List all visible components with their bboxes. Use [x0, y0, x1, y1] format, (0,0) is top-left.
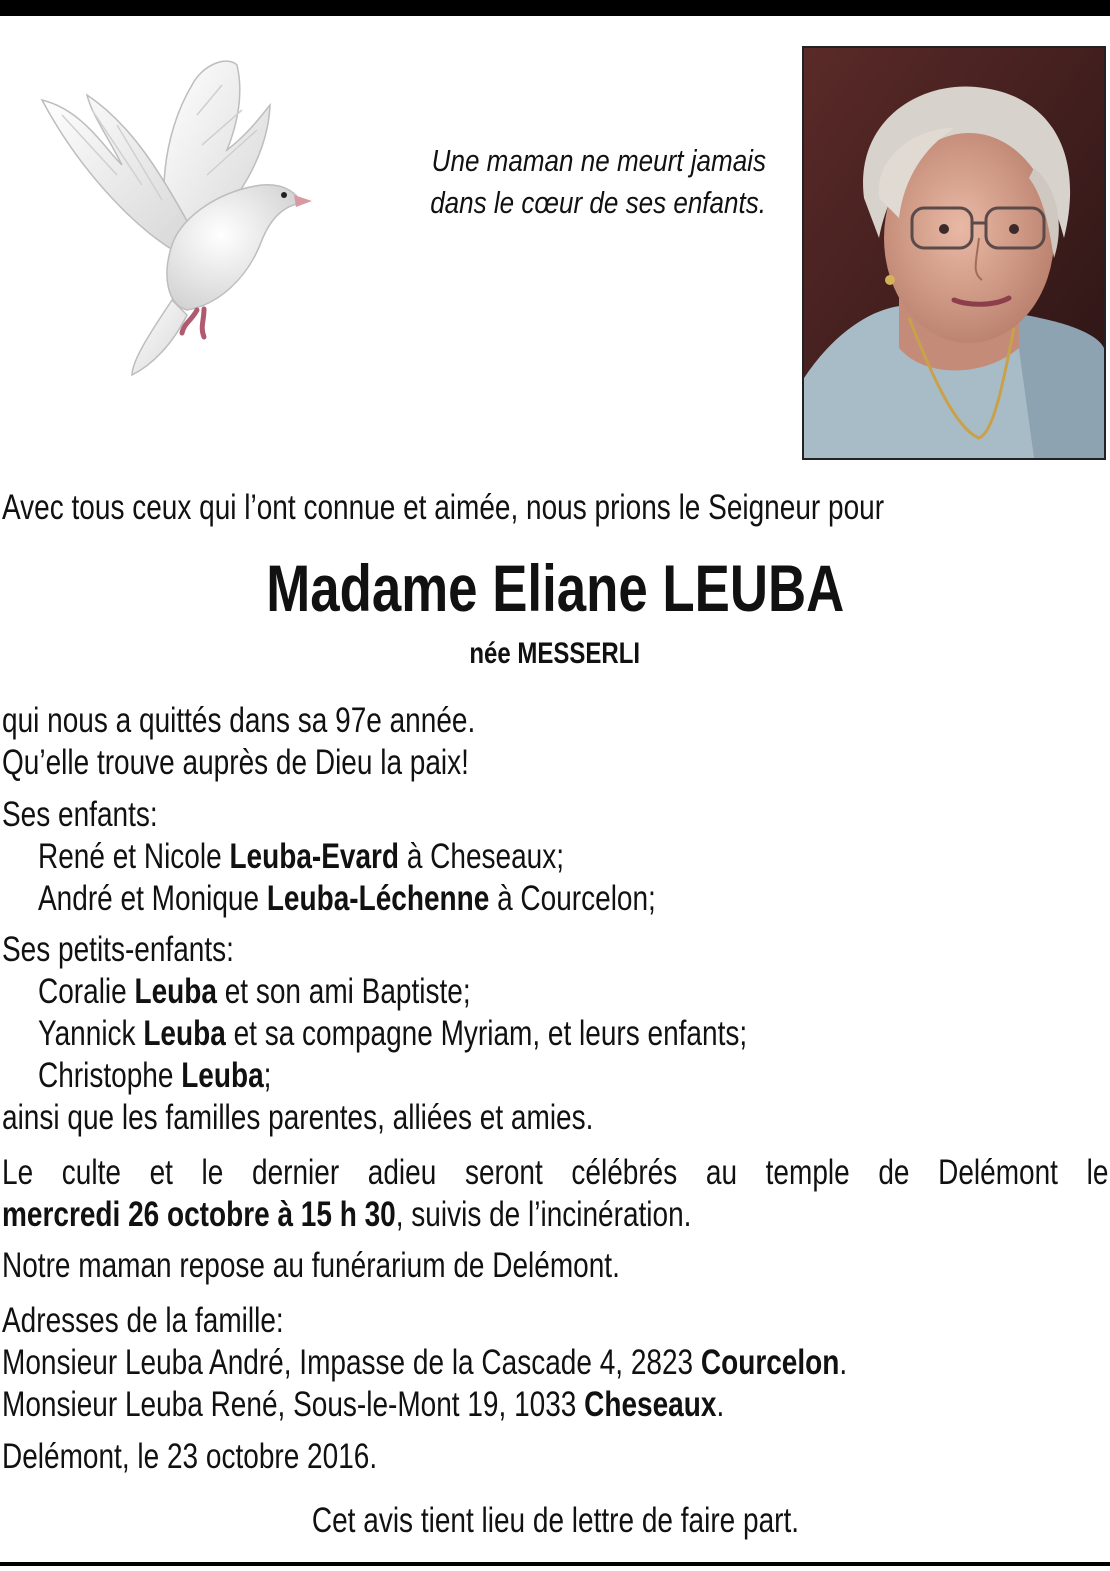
- address-line: Monsieur Leuba René, Sous-le-Mont 19, 1033 Cheseaux.: [2, 1385, 725, 1424]
- portrait-image: [804, 48, 1104, 458]
- address-line: Monsieur Leuba André, Impasse de la Cascade 4, 2823 Courcelon.: [2, 1343, 848, 1382]
- service-line-1: Le culte et le dernier adieu seront célébrés au temple de Delémont le: [2, 1153, 1109, 1192]
- notice: [0, 1500, 1110, 1542]
- dove-illustration: [22, 55, 312, 385]
- deceased-name: [0, 548, 1110, 628]
- place-date: Delémont, le 23 octobre 2016.: [2, 1437, 378, 1476]
- passing-line-1: qui nous a quittés dans sa 97e année.: [2, 701, 476, 740]
- top-rule: [0, 0, 1110, 16]
- rest-text: Notre maman repose au funérarium de Delémont.: [2, 1246, 620, 1285]
- quote-line-1: Une maman ne meurt jamais: [431, 143, 766, 178]
- portrait-photo: [802, 46, 1106, 460]
- service-line-2: mercredi 26 octobre à 15 h 30, suivis de l’incinération.: [2, 1195, 692, 1234]
- notice-text: Cet avis tient lieu de lettre de faire part.: [311, 1501, 799, 1540]
- child-line: André et Monique Leuba-Léchenne à Courcelon;: [38, 879, 656, 918]
- bottom-rule: [0, 1562, 1110, 1566]
- intro-text: Avec tous ceux qui l’ont connue et aimée, nous prions le Seigneur pour: [2, 488, 885, 527]
- grandchildren-heading: Ses petits-enfants:: [2, 930, 234, 969]
- quote: [375, 140, 766, 224]
- grandchild-line: Christophe Leuba;: [38, 1056, 272, 1095]
- maiden-name: [0, 634, 1110, 674]
- addresses-heading: Adresses de la famille:: [2, 1301, 284, 1340]
- children-heading: Ses enfants:: [2, 795, 158, 834]
- passing-line-2: Qu’elle trouve auprès de Dieu la paix!: [2, 743, 469, 782]
- quote-line-2: dans le cœur de ses enfants.: [430, 185, 766, 220]
- families-text: ainsi que les familles parentes, alliées et amies.: [2, 1098, 594, 1137]
- child-line: René et Nicole Leuba-Evard à Cheseaux;: [38, 837, 565, 876]
- grandchild-line: Coralie Leuba et son ami Baptiste;: [38, 972, 471, 1011]
- deceased-name-text: Madame Eliane LEUBA: [265, 551, 845, 625]
- grandchild-line: Yannick Leuba et sa compagne Myriam, et leurs enfants;: [38, 1014, 748, 1053]
- maiden-name-text: née MESSERLI: [469, 637, 641, 670]
